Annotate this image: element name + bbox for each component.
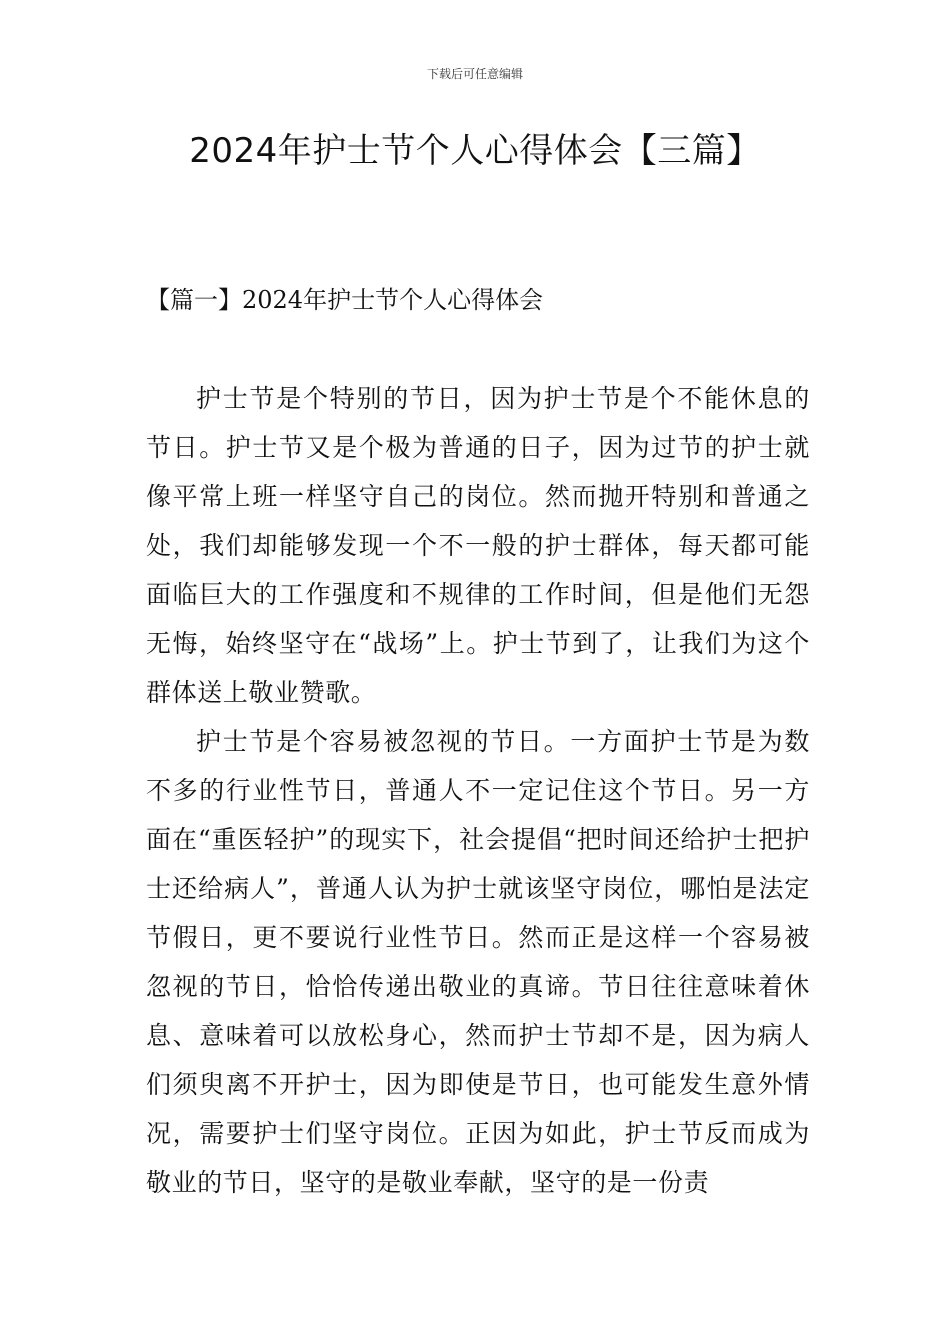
- paragraph-1: 护士节是个特别的节日，因为护士节是个不能休息的节日。护士节又是个极为普通的日子，因为过节的护士就像平常上班一样坚守自己的岗位。然而抛开特别和普通之处，我们却能够发现一个不一般的护士群体，每天都可能面临巨大的工作强度和不规律的工作时间，但是他们无怨无悔，始终坚守在“战场”上。护士节到了，让我们为这个群体送上敬业赞歌。: [146, 384, 810, 707]
- section-heading: 【篇一】2024年护士节个人心得体会: [146, 286, 544, 314]
- document-body: [146, 374, 810, 1207]
- header-note: 下载后可任意编辑: [426, 67, 523, 81]
- paragraph-2: 护士节是个容易被忽视的节日。一方面护士节是为数不多的行业性节日，普通人不一定记住这个节日。另一方面在“重医轻护”的现实下，社会提倡“把时间还给护士把护士还给病人”，普通人认为护士就该坚守岗位，哪怕是法定节假日，更不要说行业性节日。然而正是这样一个容易被忽视的节日，恰恰传递出敬业的真谛。节日往往意味着休息、意味着可以放松身心，然而护士节却不是，因为病人们须臾离不开护士，因为即使是节日，也可能发生意外情况，需要护士们坚守岗位。正因为如此，护士节反而成为敬业的节日，坚守的是敬业奉献，坚守的是一份责: [146, 727, 810, 1197]
- document-title: 2024年护士节个人心得体会【三篇】: [189, 131, 761, 171]
